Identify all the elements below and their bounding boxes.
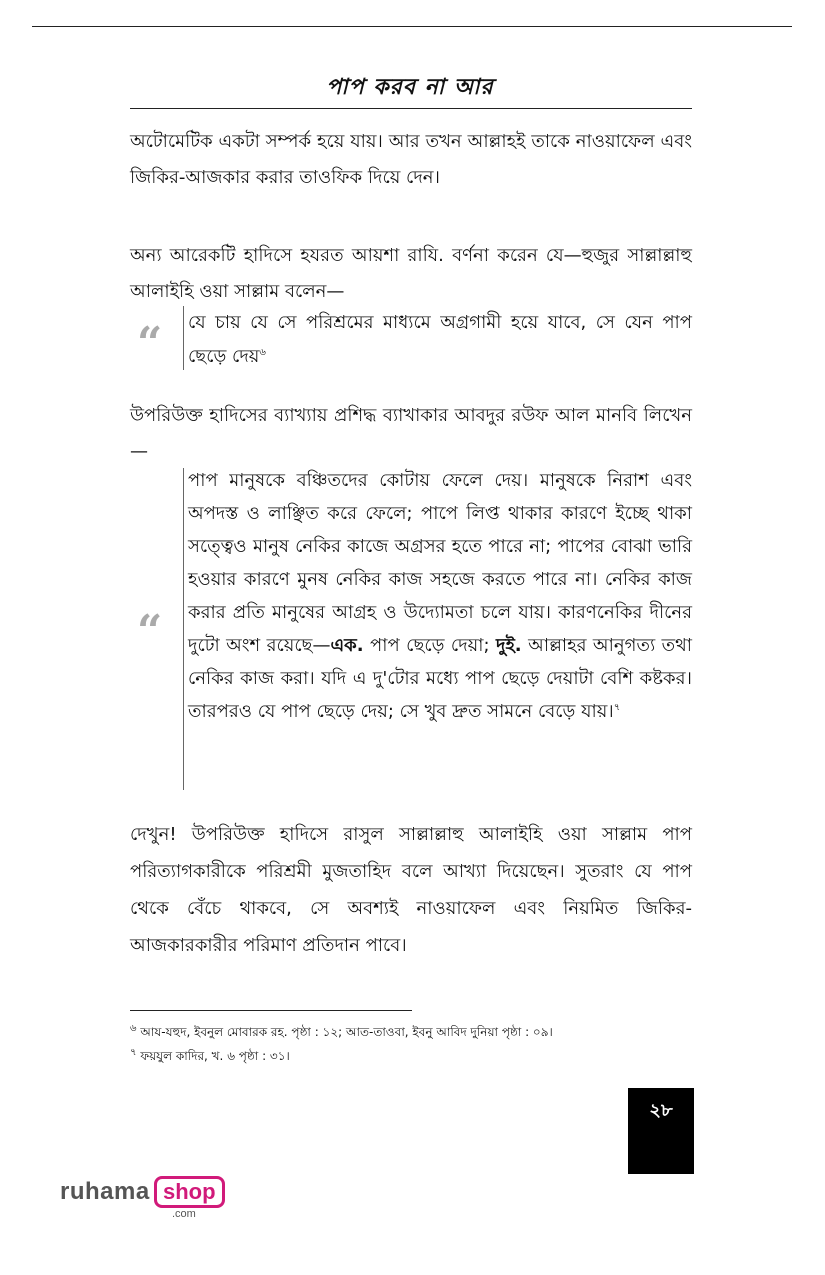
footnote-1: $^৬$ আয-যহুদ, ইবনুল মোবারক রহ. পৃষ্ঠা : ১২; আত-তাওবা, ইবনু আবিদ দুনিয়া পৃষ্ঠা : ০৯। [130,1023,553,1039]
page-number-box [628,1088,694,1174]
paragraph-3: উপরিউক্ত হাদিসের ব্যাখ্যায় প্রশিদ্ধ ব্যাখাকার আবদুর রউফ আল মানবি লিখেন— [130,405,692,462]
footnote-rule [130,1010,412,1011]
hadith-quote-text: যে চায় যে সে পরিশ্রমের মাধ্যমে অগ্রগামী হয়ে যাবে, সে যেন পাপ ছেড়ে দেয় [188,312,692,367]
paragraph-4: দেখুন! উপরিউক্ত হাদিসে রাসুল সাল্লাল্লাহু আলাইহি ওয়া সাল্লাম পাপ পরিত্যাগকারীকে পরিশ্রমী মুজতাহিদ বলে আখ্যা দিয়েছেন। সুতরাং যে পাপ থেকে বেঁচে থাকবে, সে অবশ্যই নাওয়াফেল এবং নিয়মিত জিকির-আজকারকারীর পরিমাণ প্রতিদান পাবে। [130,824,692,956]
logo-domain: .com [172,1208,196,1220]
paragraph-1: অটোমেটিক একটা সম্পর্ক হয়ে যায়। আর তখন আল্লাহই তাকে নাওয়াফেল এবং জিকির-আজকার করার তাওফিক দিয়ে দেন। [130,131,692,188]
footnote-ref-7: ৭ [613,702,621,713]
footnote-ref-6: ৬ [259,347,266,358]
hadith-quote [188,306,692,374]
quote-bar [183,306,184,370]
footnote-2: $^৭$ ফয়যুল কাদির, খ. ৬ পৃষ্ঠা : ৩১। [130,1047,290,1063]
paragraph-2: অন্য আরেকটি হাদিসে হযরত আয়শা রাযি. বর্ণনা করেন যে—হুজুর সাল্লাল্লাহু আলাইহি ওয়া সাল্লাম বলেন— [130,245,692,302]
top-rule [32,26,792,27]
bold-one: এক. [330,635,364,656]
quote-bar [183,468,184,790]
logo-badge: shop [154,1176,225,1208]
logo-brand: ruhama [60,1178,150,1205]
header-rule [130,108,692,109]
commentary-quote: পাপ মানুষকে বঞ্চিতদের কোটায় ফেলে দেয়। মানুষকে নিরাশ এবং অপদস্ত ও লাঞ্ছিত করে ফেলে; পাপে লিপ্ত থাকার কারণে ইচ্ছে থাকা সত্ত্বেও মানুষ নেকির কাজে অগ্রসর হতে পারে না; পাপের বোঝা ভারি হওয়ার কারণে মুনষ নেকির কাজ সহজে করতে পারে না। নেকির কাজ করার প্রতি মানুষের আগ্রহ ও উদ্যোমতা চলে যায়। কারণনেকির দীনের দুটো অংশ রয়েছে—এক. পাপ ছেড়ে দেয়া; দুই. আল্লাহর আনুগত্য তথা নেকির কাজ করা। যদি এ দু'টোর মধ্যে পাপ ছেড়ে দেয়াটা বেশি কষ্টকর। তারপরও যে পাপ ছেড়ে দেয়; সে খুব দ্রুত সামনে বেড়ে যায়।$^৭$ [188,470,693,722]
page-number: ২৮ [649,1100,673,1121]
bold-two: দুই. [495,635,522,656]
running-head: পাপ করব না আর [326,75,494,100]
quote-mark-icon: “ [137,318,163,369]
quote-mark-icon: “ [137,606,163,657]
